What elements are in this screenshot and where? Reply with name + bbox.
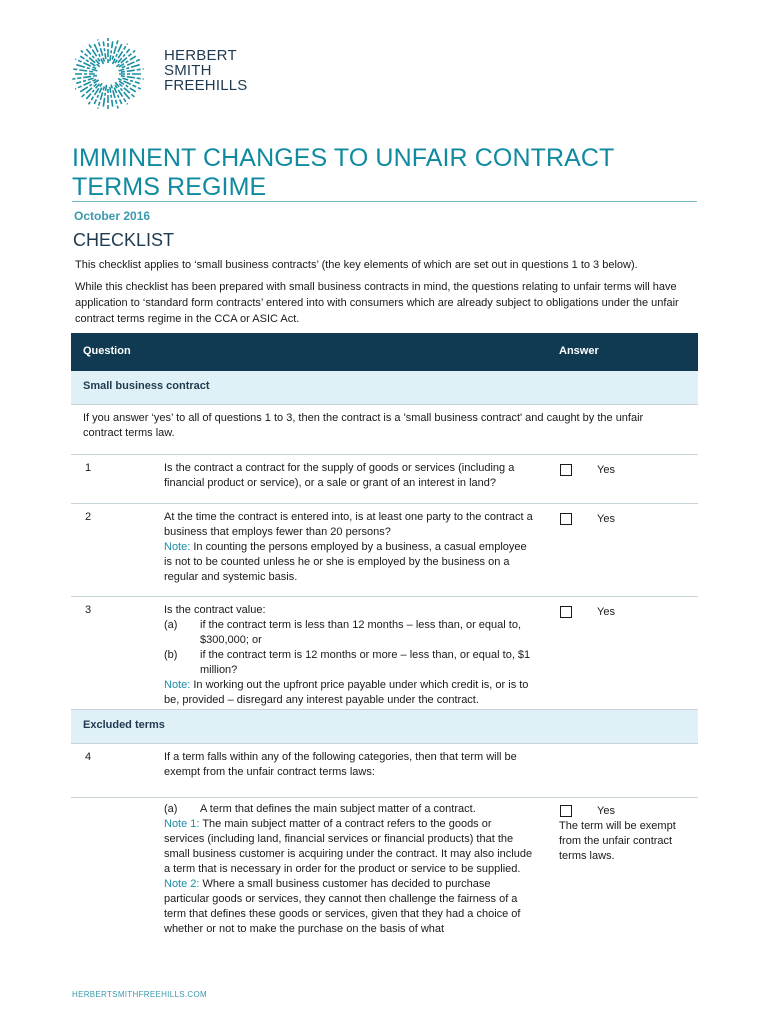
option-text: if the contract term is less than 12 months – less than, or equal to, $300,000; or bbox=[200, 619, 521, 646]
intro-paragraph-2: While this checklist has been prepared with small business contracts in mind, the questions relating to unfair terms will have application to ‘standard form contracts’ entered into with consumers which are already subject to obligations under the unfair contract terms regime in the CCA or ASIC Act. bbox=[75, 281, 679, 325]
question-text: If a term falls within any of the following categories, then that term will be exempt from the unfair contract terms laws: bbox=[164, 751, 517, 778]
intro-paragraph-1: This checklist applies to ‘small business contracts’ (the key elements of which are set out in questions 1 to 3 below). bbox=[75, 259, 638, 271]
option-a bbox=[164, 802, 534, 817]
question-text: At the time the contract is entered into, is at least one party to the contract a business that employs fewer than 20 persons? bbox=[164, 511, 533, 538]
section-title: Small business contract bbox=[83, 380, 210, 392]
section-excluded-terms bbox=[71, 710, 698, 744]
question-text: Is the contract a contract for the supply of goods or services (including a financial product or service), or a sale or grant of an interest in land? bbox=[164, 462, 515, 489]
section-small-business bbox=[71, 371, 698, 405]
note bbox=[164, 678, 534, 708]
option-label: (b) bbox=[164, 649, 178, 661]
document-date: October 2016 bbox=[74, 209, 151, 223]
header-question: Question bbox=[83, 345, 131, 357]
checklist-heading: CHECKLIST bbox=[73, 230, 175, 250]
yes-checkbox[interactable] bbox=[560, 513, 572, 525]
note-2 bbox=[164, 877, 534, 937]
option-a bbox=[164, 618, 534, 648]
question-number: 1 bbox=[85, 462, 92, 474]
question-text: Is the contract value: bbox=[164, 604, 266, 616]
question-row-1 bbox=[71, 455, 698, 504]
question-row-4 bbox=[71, 744, 698, 798]
note-1 bbox=[164, 817, 534, 877]
note-label: Note: bbox=[164, 541, 191, 553]
section-title: Excluded terms bbox=[83, 719, 165, 731]
note-label: Note: bbox=[164, 679, 191, 691]
checklist-table bbox=[71, 333, 698, 958]
yes-checkbox[interactable] bbox=[560, 464, 572, 476]
yes-label: Yes bbox=[597, 805, 615, 817]
yes-label: Yes bbox=[597, 464, 615, 476]
logo-ray bbox=[110, 87, 113, 107]
table-header bbox=[71, 333, 698, 371]
note-label: Note 2: bbox=[164, 878, 200, 890]
question-body bbox=[164, 510, 534, 585]
brand-name bbox=[164, 48, 248, 93]
header-answer: Answer bbox=[559, 345, 599, 357]
intro-text: If you answer ‘yes’ to all of questions 1 to 3, then the contract is a 'small business contract' and caught by the unfair contract terms law. bbox=[83, 412, 644, 439]
yes-label: Yes bbox=[597, 606, 615, 618]
sunburst-logo-icon bbox=[70, 36, 150, 114]
question-number: 3 bbox=[85, 604, 92, 616]
brand-name-line-3: FREEHILLS bbox=[164, 77, 248, 94]
question-number: 2 bbox=[85, 511, 92, 523]
note-text: Where a small business customer has decided to purchase particular goods or services, they cannot then challenge the fairness of a term that defines these goods or services, given that they had a choice of whether or not to make the purchase on the basis of what bbox=[164, 878, 521, 935]
answer-explanation: The term will be exempt from the unfair contract terms laws. bbox=[559, 820, 676, 862]
question-row-2 bbox=[71, 504, 698, 597]
yes-checkbox[interactable] bbox=[560, 606, 572, 618]
title-divider bbox=[72, 201, 697, 202]
small-business-intro-row bbox=[71, 405, 698, 455]
question-row-3 bbox=[71, 597, 698, 710]
logo-ray bbox=[118, 79, 141, 89]
option-label: (a) bbox=[164, 619, 178, 631]
yes-checkbox[interactable] bbox=[560, 805, 572, 817]
note-text: In working out the upfront price payable under which credit is, or is to be, provided – disregard any interest payable under the contract. bbox=[164, 679, 529, 706]
brand-name-line-1: HERBERT bbox=[164, 47, 237, 64]
brand-logo bbox=[70, 36, 310, 114]
document-title: IMMINENT CHANGES TO UNFAIR CONTRACT TERMS REGIME bbox=[72, 144, 614, 201]
option-b bbox=[164, 648, 534, 678]
option-text: A term that defines the main subject matter of a contract. bbox=[200, 803, 476, 815]
brand-name-line-2: SMITH bbox=[164, 62, 212, 79]
yes-label: Yes bbox=[597, 513, 615, 525]
note-text: The main subject matter of a contract refers to the goods or services (including land, financial services or financial products) that the small business customer is acquiring under the contract. It may also include a term that is necessary in order for the product or service to be supplied. bbox=[164, 818, 533, 875]
question-row-4a bbox=[71, 798, 698, 958]
logo-ray bbox=[72, 69, 93, 72]
question-body bbox=[164, 603, 534, 708]
footer-url[interactable]: HERBERTSMITHFREEHILLS.COM bbox=[72, 990, 207, 999]
note-text: In counting the persons employed by a business, a casual employee is not to be counted unless he or she is employed by the business on a regular and systemic basis. bbox=[164, 541, 527, 583]
logo-ray bbox=[103, 41, 106, 59]
option-label: (a) bbox=[164, 803, 178, 815]
question-body bbox=[164, 802, 534, 937]
option-text: if the contract term is 12 months or more – less than, or equal to, $1 million? bbox=[200, 649, 531, 676]
question-number: 4 bbox=[85, 751, 92, 763]
note-label: Note 1: bbox=[164, 818, 200, 830]
